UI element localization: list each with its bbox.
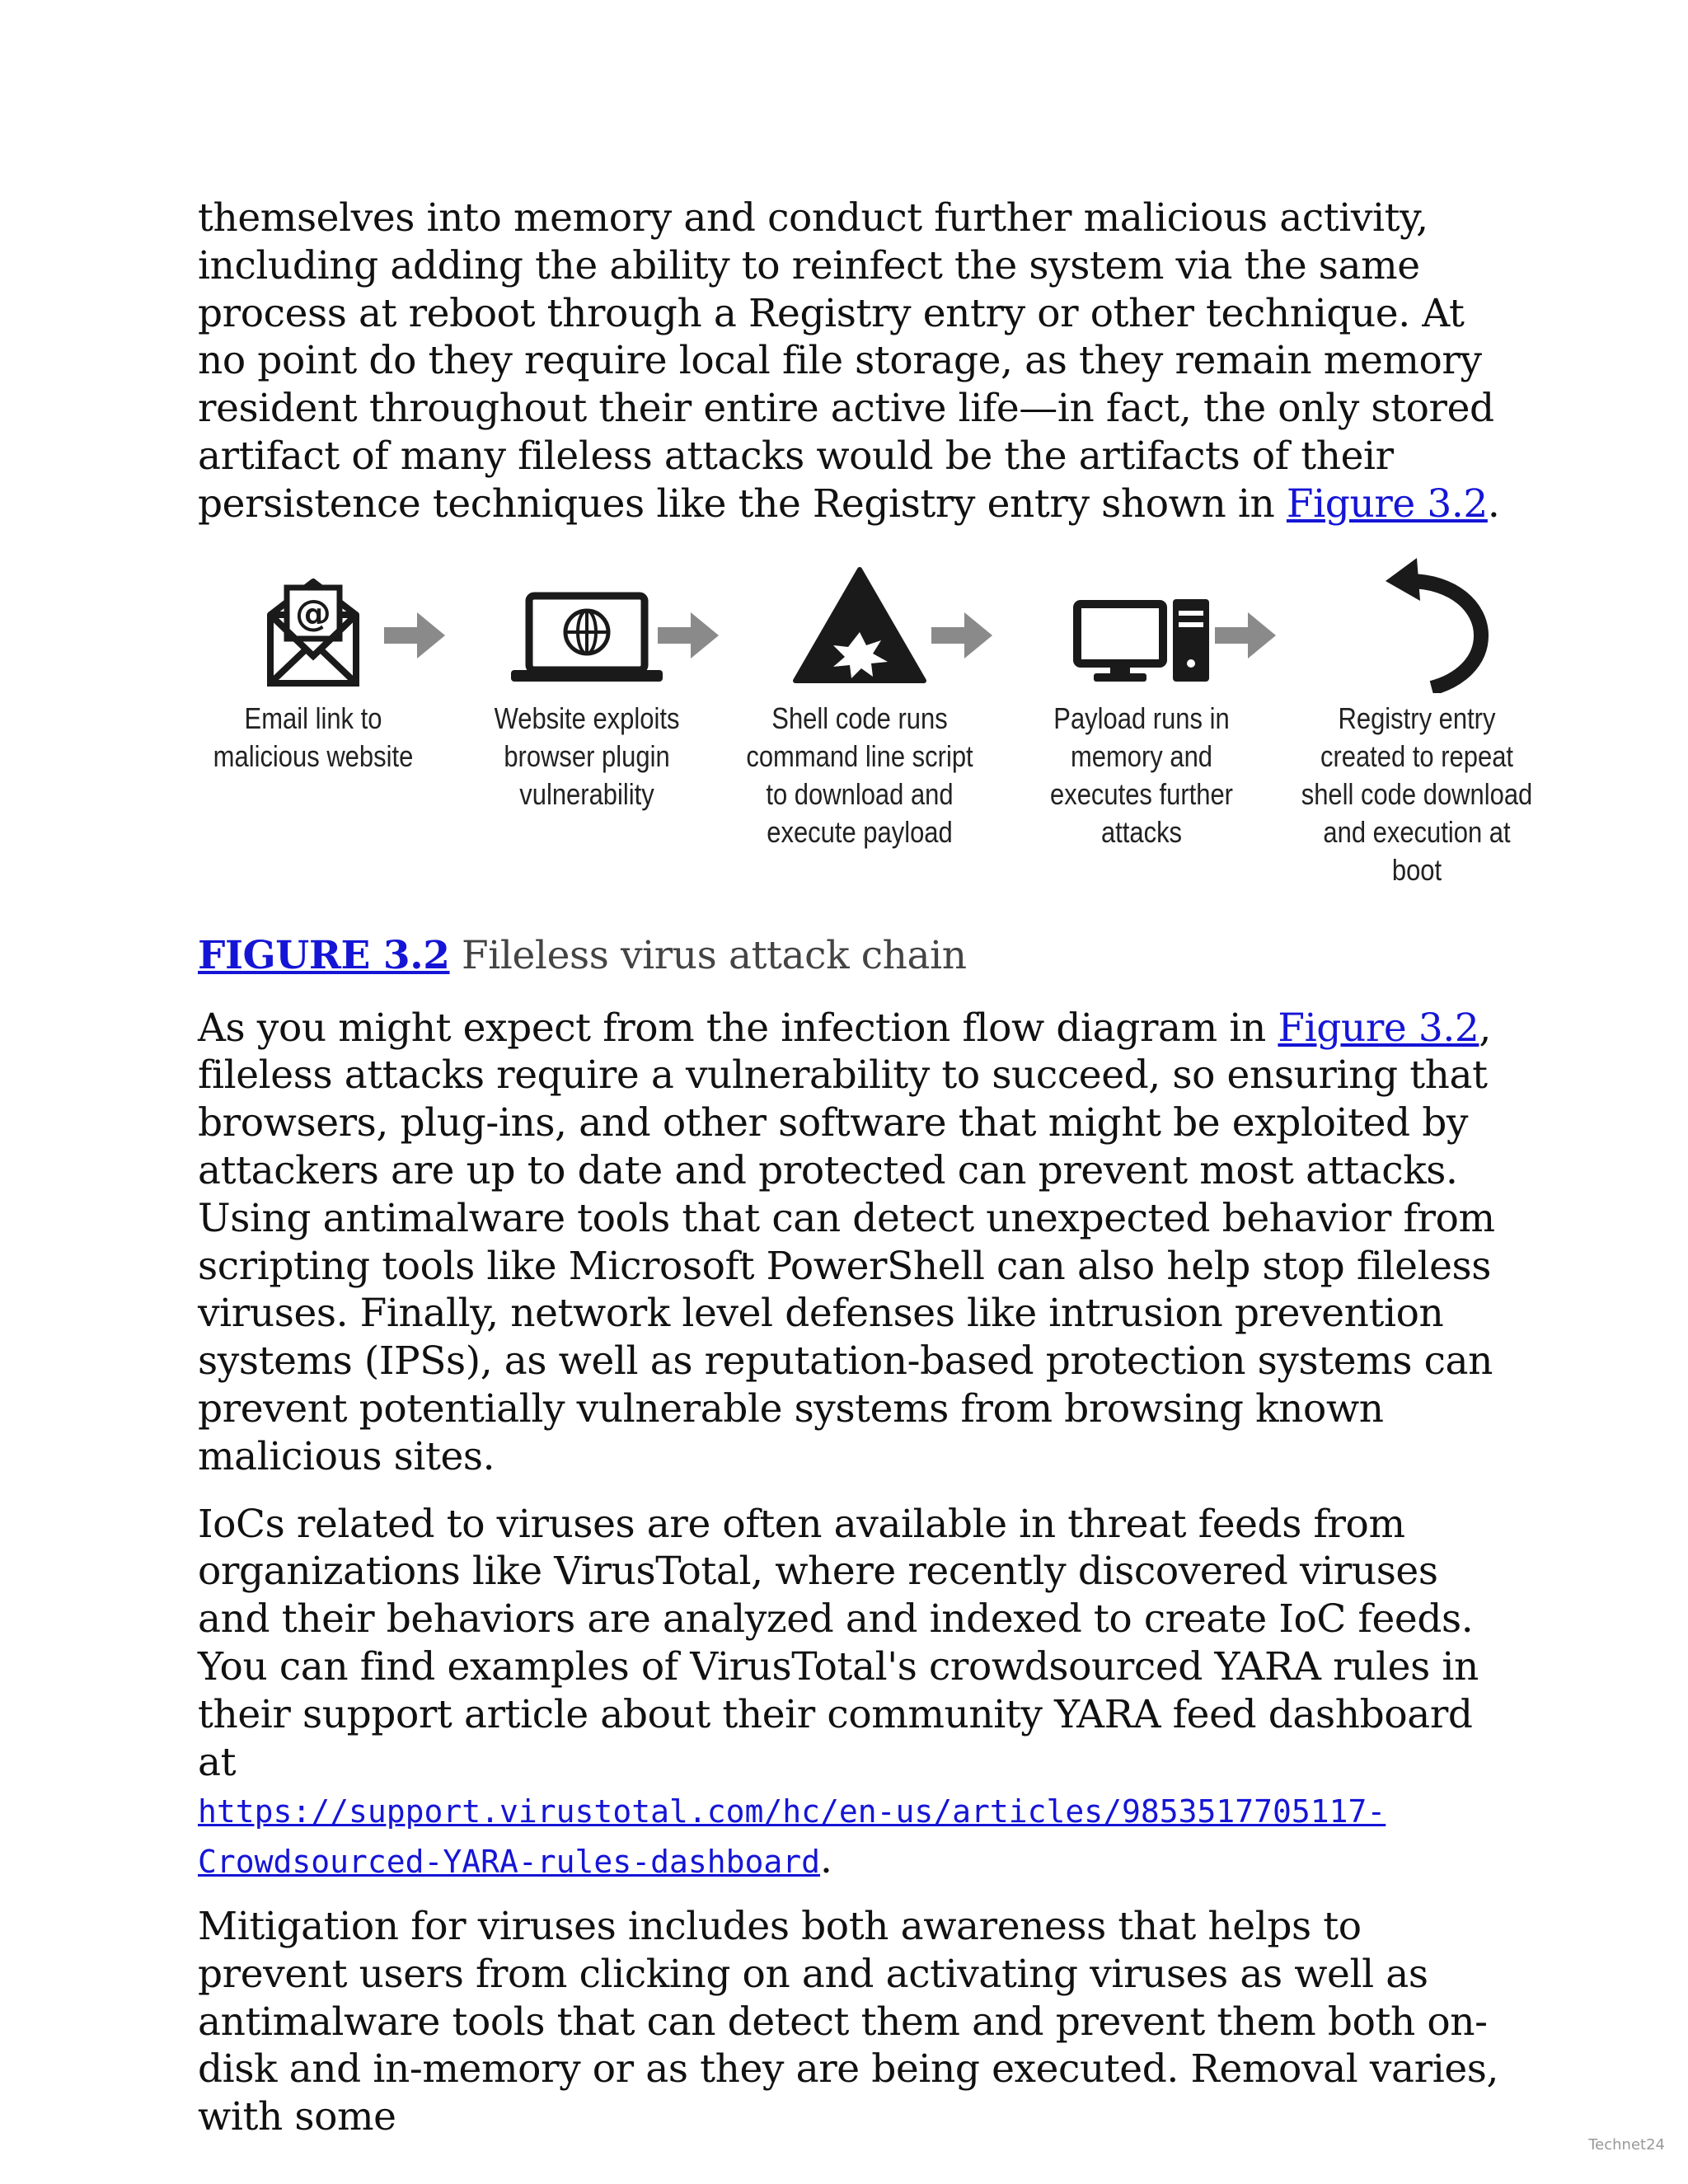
paragraph-mitigation-viruses — [198, 1903, 1500, 2141]
right-arrow-icon — [925, 553, 999, 693]
paragraph-text: Mitigation for viruses includes both awareness that helps to prevent users from clicking on and activating viruses as well as antimalware tools that can detect them and prevent them both on-disk and in-memory or as they are being executed. Removal varies, with some — [198, 1903, 1499, 2140]
url-part-2: Crowdsourced-YARA-rules-dashboard — [198, 1844, 820, 1881]
figure-caption — [198, 932, 1500, 980]
figure-link[interactable]: Figure 3.2 — [1286, 480, 1488, 527]
flow-arrow-2 — [651, 553, 725, 693]
figure-link[interactable]: Figure 3.2 — [1278, 1005, 1479, 1051]
step-caption: Website exploits browser plugin vulnerability — [494, 701, 680, 811]
watermark: Technet24 — [1588, 2136, 1665, 2154]
paragraph-intro-text: themselves into memory and conduct further malicious activity, including adding the ability to reinfect the system via the same process at reboot through a Registry entry or other technique. At no point do they require local file storage, as they remain memory resident throughout their entire active life—in fact, the only stored artifact of many fileless attacks would be the artifacts of their persistence techniques like the Registry entry shown in — [198, 195, 1494, 527]
step-caption: Payload runs in memory and executes further attacks — [1049, 701, 1233, 849]
curved-return-arrow-icon — [1277, 553, 1557, 693]
paragraph-iocs — [198, 1501, 1500, 1886]
paragraph-mitigation-fileless — [198, 1005, 1500, 1481]
paragraph-intro-end: . — [1487, 480, 1500, 527]
step-caption: Shell code runs command line script to download and execute payload — [746, 701, 973, 849]
flow-arrow-1 — [377, 553, 452, 693]
right-arrow-icon — [651, 553, 725, 693]
paragraph-text: . — [819, 1837, 832, 1883]
step-caption: Email link to malicious website — [213, 701, 414, 773]
page-content — [198, 194, 1533, 2141]
flow-arrow-4 — [1208, 553, 1282, 693]
paragraph-intro — [198, 194, 1500, 528]
step-caption: Registry entry created to repeat shell code download and execution at boot — [1301, 701, 1533, 887]
figure-label[interactable]: FIGURE 3.2 — [198, 932, 450, 978]
url-part-1: https://support.virustotal.com/hc/en-us/articles/9853517705117- — [198, 1793, 1386, 1830]
right-arrow-icon — [1208, 553, 1282, 693]
flow-arrow-3 — [925, 553, 999, 693]
figure-caption-text: Fileless virus attack chain — [462, 932, 967, 978]
virustotal-url-link[interactable] — [198, 1793, 1386, 1883]
right-arrow-icon — [377, 553, 452, 693]
attack-chain-diagram — [198, 553, 1533, 901]
paragraph-text: , fileless attacks require a vulnerability to succeed, so ensuring that browsers, plug-ins, and other software that might be exploited by attackers are up to date and protected can prevent most attacks. Using antimalware tools that can detect unexpected behavior from scripting tools like Microsoft PowerShell can also help stop fileless viruses. Finally, network level defenses like intrusion prevention systems (IPSs), as well as reputation-based protection systems can prevent potentially vulnerable systems from browsing known malicious sites. — [198, 1005, 1495, 1479]
svg-text:@: @ — [295, 592, 331, 635]
paragraph-text: IoCs related to viruses are often available in threat feeds from organizations like VirusTotal, where recently discovered viruses and their behaviors are analyzed and indexed to create IoC feeds. You can find examples of VirusTotal's crowdsourced YARA rules in their support article about their community YARA feed dashboard at — [198, 1501, 1479, 1785]
paragraph-text: As you might expect from the infection flow diagram in — [198, 1005, 1266, 1051]
